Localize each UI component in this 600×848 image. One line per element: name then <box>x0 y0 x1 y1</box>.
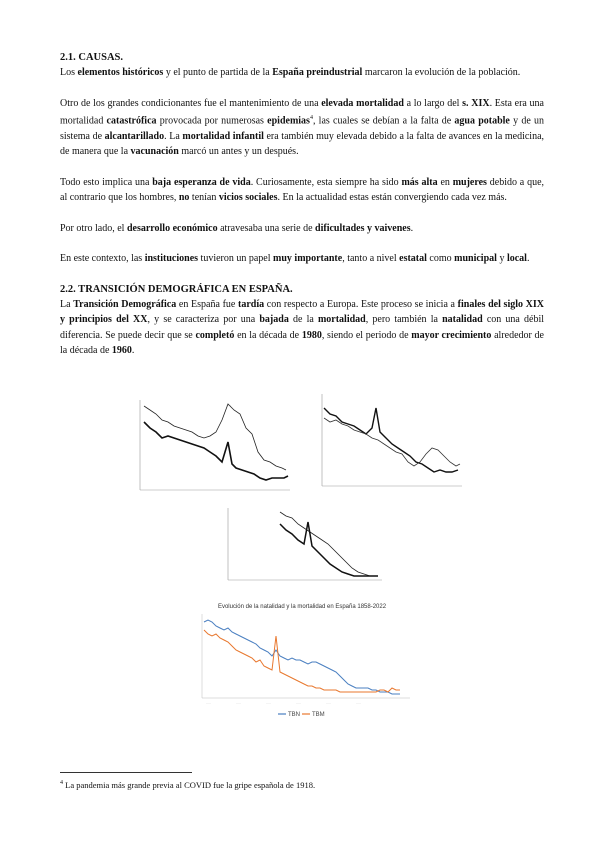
text-run: . <box>410 222 414 234</box>
footnote-divider <box>60 772 192 773</box>
footnote-marker: 4 <box>60 780 63 787</box>
text-run: era también muy elevada debido a la falta de avances en la medicina, de manera que la <box>60 130 545 158</box>
bold-term: 1960 <box>111 345 132 357</box>
bold-term: catastrófica <box>106 115 157 127</box>
text-run: a lo largo del <box>403 97 463 109</box>
bold-term: bajada <box>259 314 289 326</box>
bold-term: mujeres <box>452 176 487 188</box>
chart-image-2 <box>310 388 468 498</box>
text-run: de la <box>288 314 318 326</box>
bold-term: elevada mortalidad <box>321 97 404 109</box>
bold-term: vicios sociales <box>218 192 278 204</box>
footnote-text: La pandemia más grande previa al COVID fue la gripe española de 1918. <box>63 780 316 790</box>
text-run: , siendo el periodo de <box>321 329 412 341</box>
text-run: con respecto a Europa. Este proceso se inicia a <box>264 298 458 310</box>
text-run: . <box>526 253 530 265</box>
bold-term: 1980 <box>301 329 322 341</box>
text-run: . Curiosamente, esta siempre ha sido <box>250 176 402 188</box>
paragraph <box>60 251 544 267</box>
bold-term: epidemias <box>267 115 310 127</box>
text-run: . Esta era una mortalidad <box>60 97 544 127</box>
text-run: como <box>426 253 455 265</box>
text-run: tuvieron un papel <box>198 253 274 265</box>
bold-term: dificultades y vaivenes <box>315 222 411 234</box>
chart-title: Evolución de la natalidad y la mortalidad en España 1858-2022 <box>217 604 387 610</box>
section-heading-causas: 2.1. CAUSAS. <box>60 52 124 63</box>
bold-term: desarrollo económico <box>126 222 218 234</box>
document-page <box>60 50 544 359</box>
text-run: en España fue <box>176 298 239 310</box>
bold-term: mortalidad <box>317 314 366 326</box>
svg-text:·····: ····· <box>226 403 231 407</box>
bold-term: instituciones <box>144 253 199 265</box>
svg-text:·····: ····· <box>206 701 211 705</box>
svg-text:·····: ····· <box>236 701 241 705</box>
text-run: , pero también la <box>365 314 443 326</box>
paragraph <box>60 175 544 206</box>
text-run: , y se caracteriza por una <box>147 314 260 326</box>
svg-text:·····: ····· <box>266 701 271 705</box>
bold-term: agua potable <box>454 115 510 127</box>
text-run: marcó un antes y un después. <box>178 146 299 158</box>
bold-term: finales del siglo XIX y principios del XX <box>60 298 545 326</box>
bold-term: no <box>178 192 190 204</box>
bold-term: natalidad <box>442 314 483 326</box>
text-run: en la década de <box>234 329 302 341</box>
paragraph <box>60 221 544 237</box>
bold-term: tardía <box>238 298 265 310</box>
text-run: con una débil diferencia. Se puede decir que se <box>60 314 545 341</box>
text-run: provocada por numerosas <box>156 115 268 127</box>
text-run: . En la actualidad estas están convergiendo cada vez más. <box>277 192 507 204</box>
bold-term: alcantarillado <box>104 130 165 142</box>
legend-tbn: TBN <box>288 712 300 718</box>
bold-term: España preindustrial <box>272 67 363 78</box>
text-run: Por otro lado, el <box>60 222 127 234</box>
bold-term: baja esperanza de vida <box>152 176 251 188</box>
bold-term: local <box>506 253 527 265</box>
text-run: en <box>437 176 453 188</box>
bold-term: completó <box>195 329 235 341</box>
text-run: . <box>131 345 135 357</box>
legend-tbm: TBM <box>312 712 325 718</box>
bold-term: Transición Demográfica <box>73 298 177 310</box>
text-run: . La <box>164 130 183 142</box>
text-run: debido a que, al contrario que los hombres, <box>60 176 545 204</box>
chart-image-1 <box>118 392 296 500</box>
bold-term: estatal <box>399 253 427 265</box>
bold-term: elementos históricos <box>77 67 164 78</box>
text-run: atravesaba una serie de <box>217 222 316 234</box>
paragraph <box>60 297 544 359</box>
paragraph <box>60 65 544 81</box>
text-run: alrededor de la década de <box>60 329 544 357</box>
bold-term: muy importante <box>273 253 343 265</box>
footnote-ref: 4 <box>309 115 313 121</box>
section-heading-transicion: 2.2. TRANSICIÓN DEMOGRÁFICA EN ESPAÑA. <box>60 283 293 295</box>
chart-image-3 <box>210 504 388 604</box>
svg-text:·····: ····· <box>356 701 361 705</box>
footnote <box>60 780 315 790</box>
bold-term: mayor crecimiento <box>411 329 492 341</box>
text-run: La <box>60 298 74 310</box>
text-run: Otro de los grandes condicionantes fue el mantenimiento de una <box>60 97 322 109</box>
text-run: En este contexto, las <box>60 253 145 265</box>
text-run: tenían <box>189 192 219 204</box>
bold-term: vacunación <box>130 146 179 158</box>
svg-text:·····: ····· <box>296 701 301 705</box>
text-run: Los <box>60 67 78 78</box>
bold-term: más alta <box>401 176 438 188</box>
bold-term: municipal <box>454 253 497 265</box>
bold-term: mortalidad infantil <box>182 130 264 142</box>
svg-text:·····: ····· <box>326 701 331 705</box>
text-run: , las cuales se debían a la falta de <box>312 115 455 127</box>
paragraph <box>60 96 544 160</box>
text-run: y <box>496 253 507 265</box>
text-run: y el punto de partida de la <box>163 67 273 78</box>
text-run: marcaron la evolución de la población. <box>362 67 521 78</box>
text-run: Todo esto implica una <box>60 176 153 188</box>
text-run: , tanto a nivel <box>342 253 400 265</box>
chart-natalidad-mortalidad <box>190 600 415 722</box>
text-run: y de un sistema de <box>60 115 544 142</box>
bold-term: s. XIX <box>462 97 490 109</box>
